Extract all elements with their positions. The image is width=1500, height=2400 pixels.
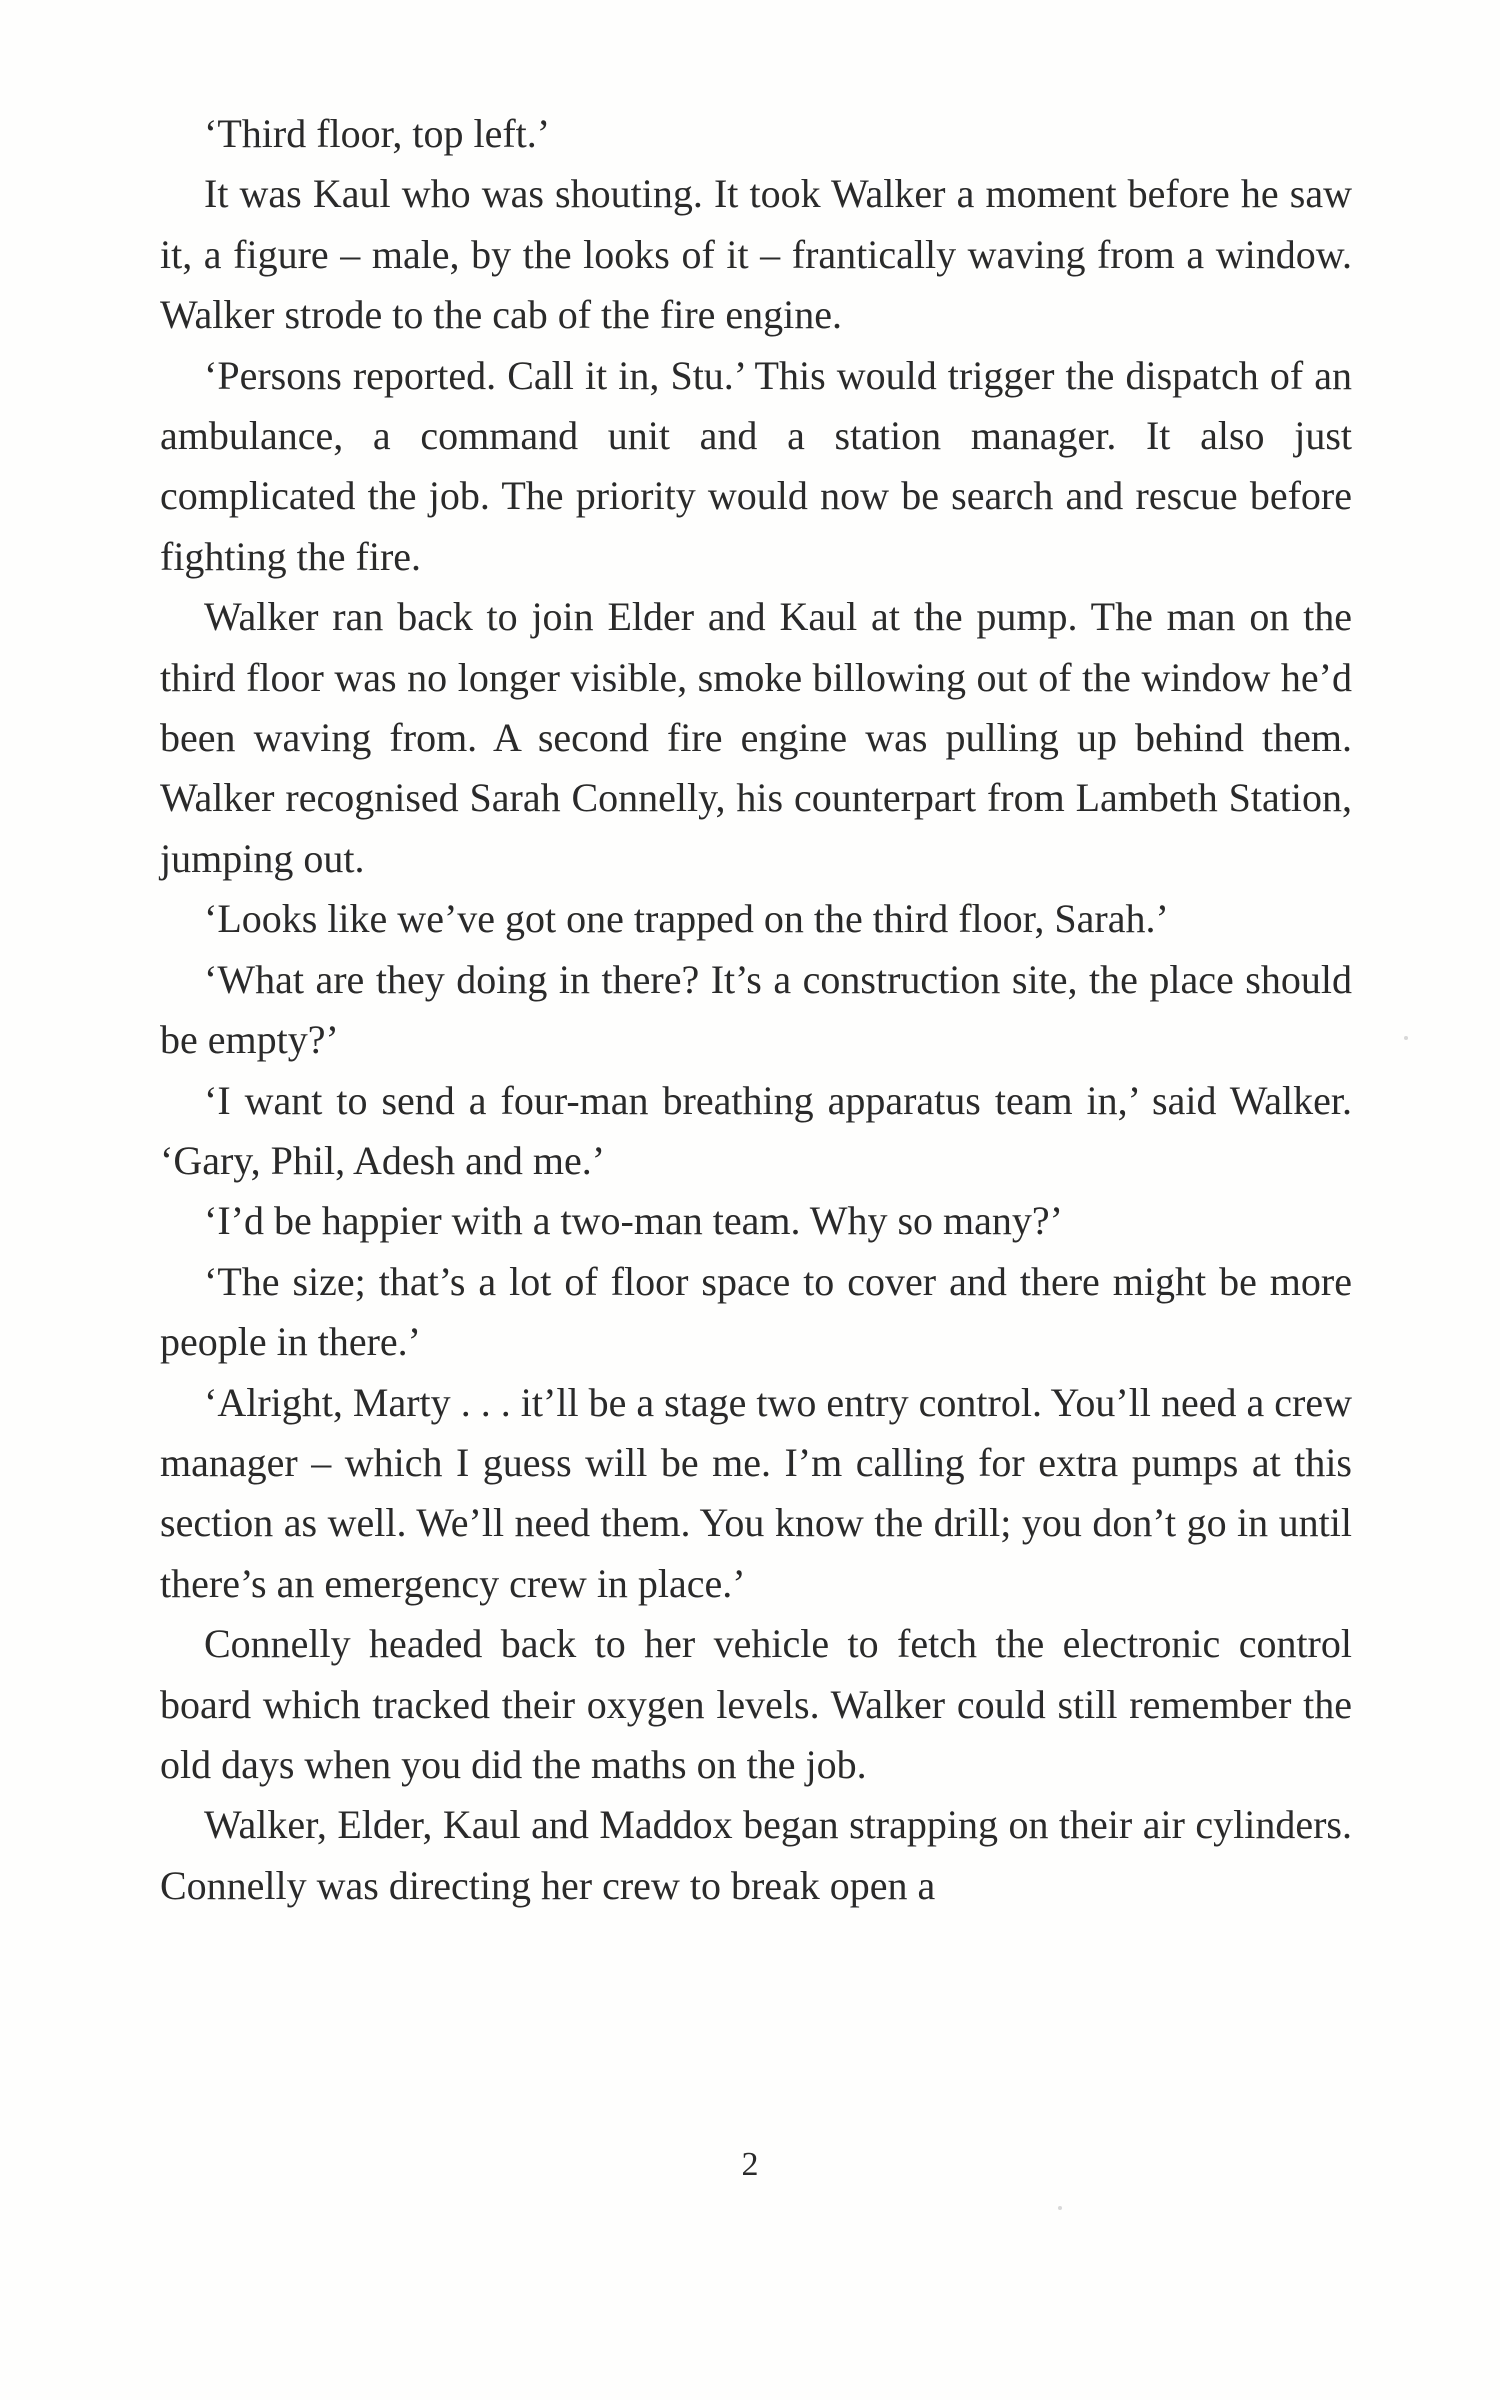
paragraph: ‘Looks like we’ve got one trapped on the third floor, Sarah.’ [204,896,1169,942]
paragraph: ‘Third floor, top left.’ [204,111,551,156]
scan-speck [1058,2206,1062,2210]
paragraph: Connelly headed back to her vehicle to fetch the electronic control board which tracked their oxygen levels. Walker could still remember the old days when you did the maths on the job. [160,1621,1352,1787]
paragraph: ‘Alright, Marty . . . it’ll be a stage two entry control. You’ll need a crew manager – which I guess will be me. I’m calling for extra pumps at this section as well. We’ll need them. You know the drill; you don’t go in until there’s an emergency crew in place.’ [160,1379,1352,1606]
scan-speck [1404,1036,1408,1040]
paragraph: ‘I want to send a four-man breathing apparatus team in,’ said Walker. ‘Gary, Phil, Adesh and me.’ [160,1077,1352,1183]
paragraph: Walker ran back to join Elder and Kaul at the pump. The man on the third floor was no longer visible, smoke billowing out of the window he’d been waving from. A second fire engine was pulling up behind them. Walker recognised Sarah Connelly, his counterpart from Lambeth Station, jumping out. [160,594,1352,881]
paragraph: ‘I’d be happier with a two-man team. Why so many?’ [204,1198,1063,1244]
paragraph: ‘The size; that’s a lot of floor space to cover and there might be more people in there.’ [160,1258,1352,1365]
page-number: 2 [741,2146,759,2183]
paragraph: ‘Persons reported. Call it in, Stu.’ This would trigger the dispatch of an ambulance, a command unit and a station manager. It also just complicated the job. The priority would now be search and rescue before fighting the fire. [160,352,1352,579]
paragraph: It was Kaul who was shouting. It took Walker a moment before he saw it, a figure – male, by the looks of it – frantically waving from a window. Walker strode to the cab of the fire engine. [160,171,1352,338]
paragraph: ‘What are they doing in there? It’s a construction site, the place should be empty?’ [160,956,1352,1063]
body-text [160,104,1352,1916]
paragraph: Walker, Elder, Kaul and Maddox began strapping on their air cylinders. Connelly was directing her crew to break open a [160,1802,1352,1908]
